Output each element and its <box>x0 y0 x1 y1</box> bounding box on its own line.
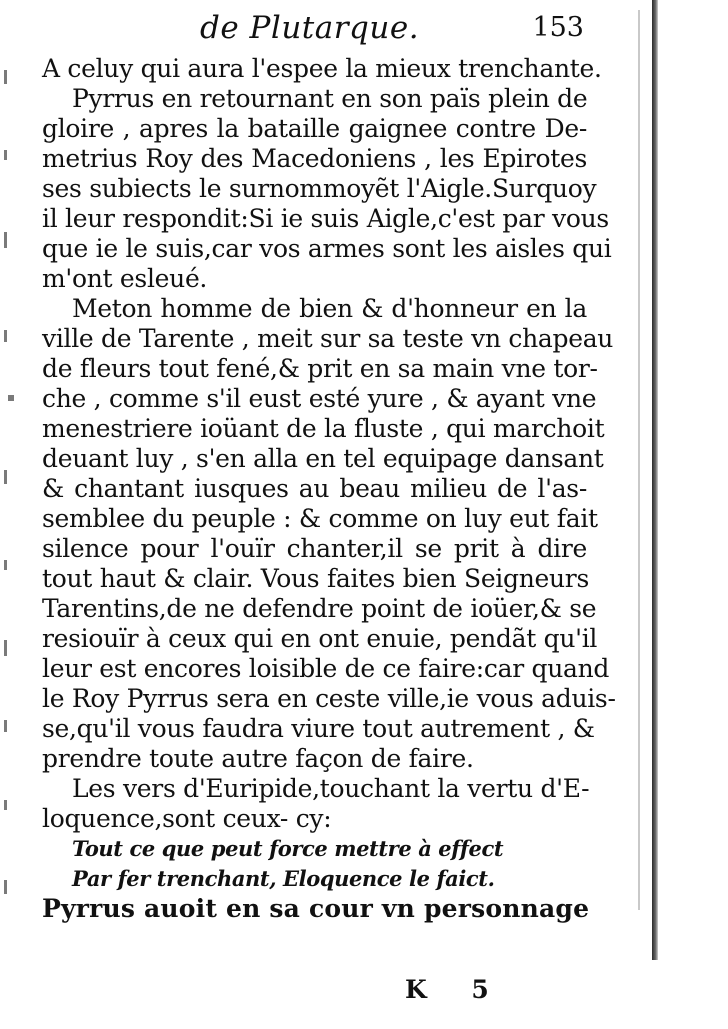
text-line: prendre toute autre façon de faire. <box>42 744 474 773</box>
text-line: le Roy Pyrrus sera en ceste ville,ie vous aduis- <box>42 684 616 713</box>
text-line: & chantant iusques au beau milieu de l'as- <box>42 474 587 503</box>
text-line: resiouïr à ceux qui en ont enuie, pendãt qu'il <box>42 624 598 653</box>
text-line: silence pour l'ouïr chanter,il se prit à dire <box>42 534 587 563</box>
text-line: Tarentins,de ne defendre point de ioüer,& se <box>42 594 597 623</box>
text-line: menestriere ioüant de la fluste , qui marchoit <box>42 414 605 443</box>
text-line: il leur respondit:Si ie suis Aigle,c'est par vous <box>42 204 609 233</box>
running-title: de Plutarque. <box>200 10 420 46</box>
text-line: m'ont esleué. <box>42 264 208 293</box>
text-line: A celuy qui aura l'espee la mieux trenchante. <box>42 54 602 83</box>
text-line: ses subiects le surnommoyẽt l'Aigle.Surquoy <box>42 174 597 203</box>
page-gutter-line <box>638 10 640 910</box>
text-line: che , comme s'il eust esté yure , & ayant vne <box>42 384 597 413</box>
text-line: Pyrrus auoit en sa cour vn personnage <box>42 894 590 923</box>
text-line: metrius Roy des Macedoniens , les Epirotes <box>42 144 587 173</box>
text-line: loquence,sont ceux- cy: <box>42 804 332 833</box>
left-margin-bleed <box>0 0 16 1029</box>
text-line: gloire , apres la bataille gaignee contre De- <box>42 114 587 143</box>
text-line: deuant luy , s'en alla en tel equipage dansant <box>42 444 604 473</box>
text-line: ville de Tarente , meit sur sa teste vn chapeau <box>42 324 614 353</box>
binding-edge <box>652 0 658 960</box>
text-line: se,qu'il vous faudra viure tout autrement , & <box>42 714 595 743</box>
text-line: Meton homme de bien & d'honneur en la <box>72 294 587 323</box>
page-number: 153 <box>532 12 584 43</box>
verse-line: Par fer trenchant, Eloquence le faict. <box>72 866 495 891</box>
text-line: Pyrrus en retournant en son païs plein de <box>72 84 588 113</box>
text-line: de fleurs tout fené,& prit en sa main vne tor- <box>42 354 598 383</box>
page-header <box>200 6 590 50</box>
body-text <box>42 54 616 924</box>
verse-line: Tout ce que peut force mettre à effect <box>72 836 504 861</box>
text-line: semblee du peuple : & comme on luy eut fait <box>42 504 598 533</box>
signature-mark: K 5 <box>405 975 507 1004</box>
text-line: leur est encores loisible de ce faire:car quand <box>42 654 610 683</box>
text-line: que ie le suis,car vos armes sont les aisles qui <box>42 234 612 263</box>
text-line: tout haut & clair. Vous faites bien Seigneurs <box>42 564 589 593</box>
text-line: Les vers d'Euripide,touchant la vertu d'E- <box>72 774 590 803</box>
